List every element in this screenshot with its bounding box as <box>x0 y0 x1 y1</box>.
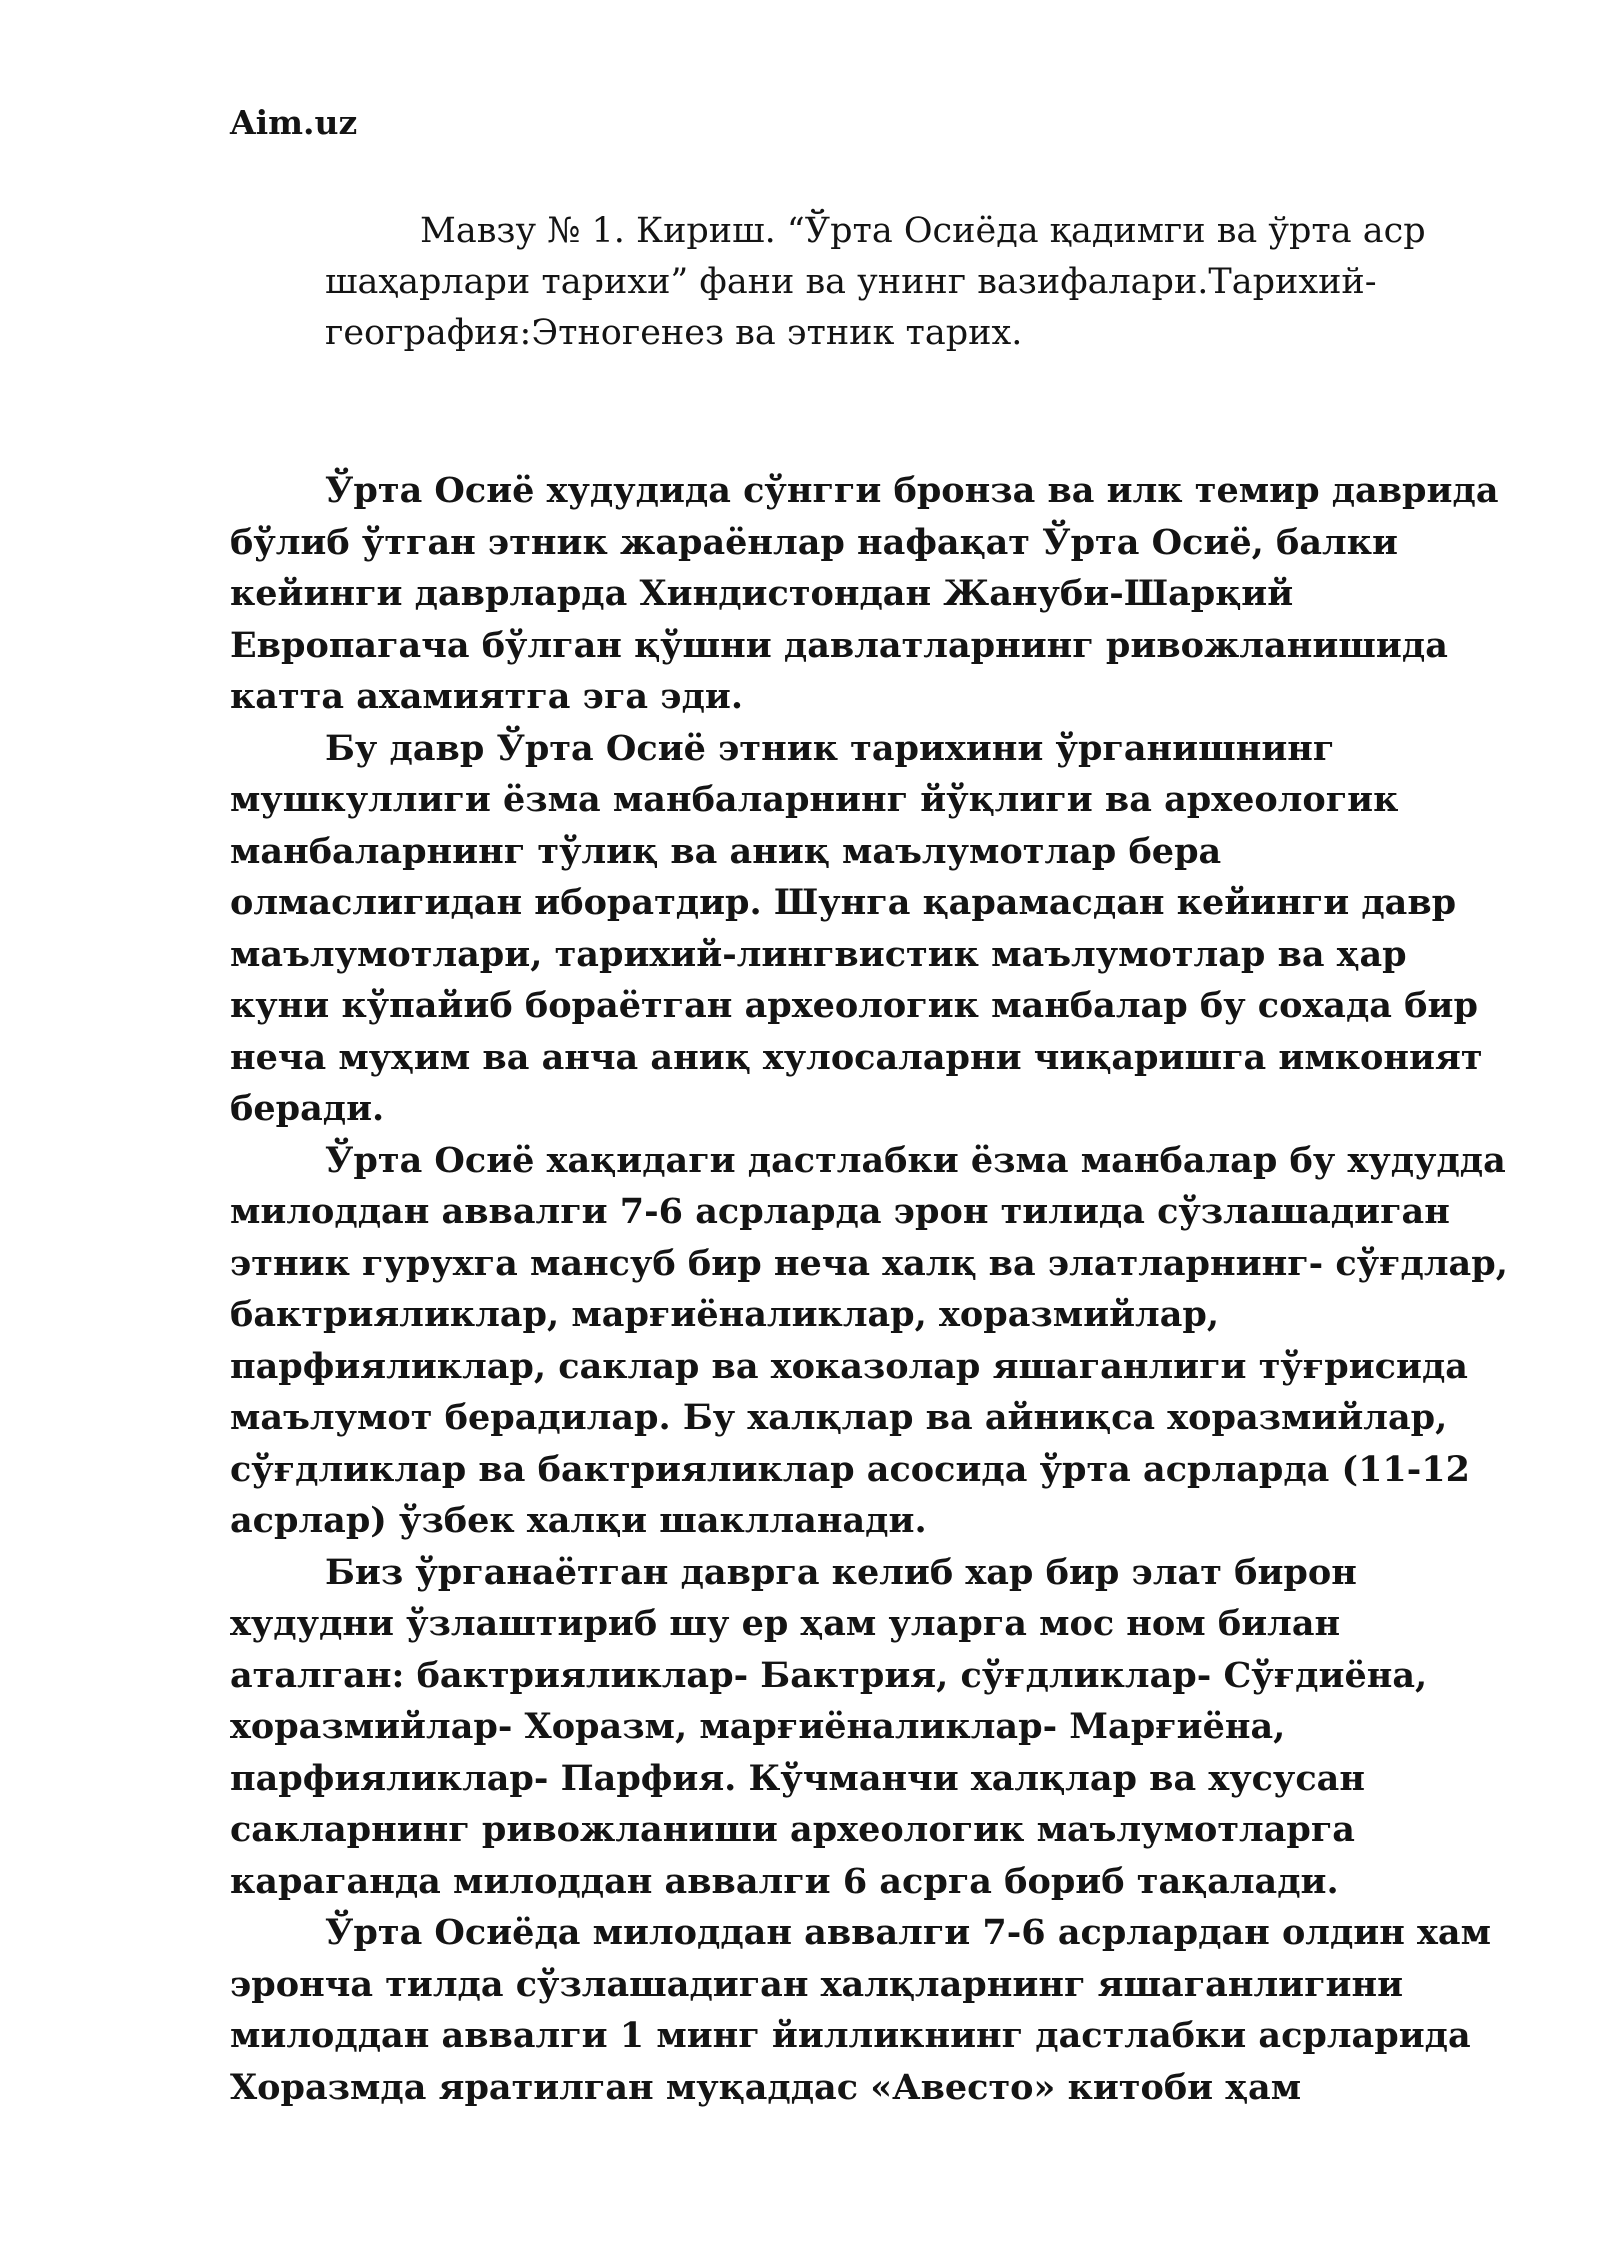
text-line: парфияликлар, саклар ва хоказолар яшаганлиги тўғрисида <box>230 1345 1468 1387</box>
text-line: хоразмийлар- Хоразм, марғиёналиклар- Марғиёна, <box>230 1706 1286 1747</box>
text-line: милоддан аввалги 1 минг йилликнинг дастлабки асрларида <box>230 2015 1471 2056</box>
text-line: Ўрта Осиёда милоддан аввалги 7-6 асрлардан олдин хам <box>325 1912 1492 1953</box>
body-text <box>230 465 1560 2113</box>
text-line: беради. <box>230 1088 385 1129</box>
text-line: парфияликлар- Парфия. Кўчманчи халқлар ва хусусан <box>230 1757 1365 1799</box>
paragraph-1 <box>230 465 1560 723</box>
paragraph-2 <box>230 723 1560 1135</box>
text-line: Европагача бўлган қўшни давлатларнинг ривожланишида <box>230 624 1448 666</box>
text-line: Ўрта Осиё худудида сўнгги бронза ва илк темир даврида <box>325 470 1499 511</box>
paragraph-5 <box>230 1907 1560 2113</box>
text-line: Бу давр Ўрта Осиё этник тарихини ўрганишнинг <box>325 727 1335 769</box>
text-line: асрлар) ўзбек халқи шаклланади. <box>230 1500 927 1541</box>
text-line: сўғдликлар ва бактрияликлар асосида ўрта асрларда (11-12 <box>230 1448 1471 1490</box>
heading-line: география:Этногенез ва этник тарих. <box>325 313 1023 353</box>
paragraph-3 <box>230 1135 1560 1547</box>
text-line: неча муҳим ва анча аниқ хулосаларни чиқаришга имконият <box>230 1036 1483 1078</box>
text-line: Хоразмда яратилган муқаддас «Авесто» китоби ҳам <box>230 2066 1302 2108</box>
topic-heading <box>325 206 1535 359</box>
text-line: Ўрта Осиё хақидаги дастлабки ёзма манбалар бу худудда <box>325 1139 1506 1181</box>
text-line: олмаслигидан иборатдир. Шунга қарамасдан кейинги давр <box>230 882 1457 923</box>
text-line: этник гурухга мансуб бир неча халқ ва элатларнинг- сўғдлар, <box>230 1242 1508 1284</box>
text-line: бўлиб ўтган этник жараёнлар нафақат Ўрта Осиё, балки <box>230 521 1398 563</box>
text-line: куни кўпайиб бораётган археологик манбалар бу сохада бир <box>230 985 1478 1026</box>
text-line: аталган: бактрияликлар- Бактрия, сўғдликлар- Сўғдиёна, <box>230 1654 1428 1696</box>
site-label: Aim.uz <box>230 103 358 142</box>
text-line: катта ахамиятга эга эди. <box>230 676 744 717</box>
text-line: маълумотлари, тарихий-лингвистик маълумотлар ва ҳар <box>230 933 1407 975</box>
text-line: маълумот берадилар. Бу халқлар ва айниқса хоразмийлар, <box>230 1397 1448 1438</box>
text-line: сакларнинг ривожланиши археологик маълумотларга <box>230 1809 1355 1850</box>
heading-line: шаҳарлари тарихи” фани ва унинг вазифалари.Тарихий- <box>325 262 1377 302</box>
text-line: милоддан аввалги 7-6 асрларда эрон тилида сўзлашадиган <box>230 1191 1450 1232</box>
text-line: манбаларнинг тўлиқ ва аниқ маълумотлар бера <box>230 830 1222 872</box>
text-line: кейинги даврларда Хиндистондан Жануби-Шарқий <box>230 573 1294 614</box>
text-line: эронча тилда сўзлашадиган халқларнинг яшаганлигини <box>230 1963 1404 2005</box>
text-line: бактрияликлар, марғиёналиклар, хоразмийлар, <box>230 1294 1220 1335</box>
text-line: худудни ўзлаштириб шу ер ҳам уларга мос ном билан <box>230 1603 1341 1644</box>
paragraph-4 <box>230 1547 1560 1908</box>
heading-line: Мавзу № 1. Кириш. “Ўрта Осиёда қадимги ва ўрта аср <box>420 211 1426 251</box>
text-line: Биз ўрганаётган даврга келиб хар бир элат бирон <box>325 1551 1357 1593</box>
text-line: мушкуллиги ёзма манбаларнинг йўқлиги ва археологик <box>230 779 1399 820</box>
text-line: караганда милоддан аввалги 6 асрга бориб тақалади. <box>230 1860 1339 1902</box>
